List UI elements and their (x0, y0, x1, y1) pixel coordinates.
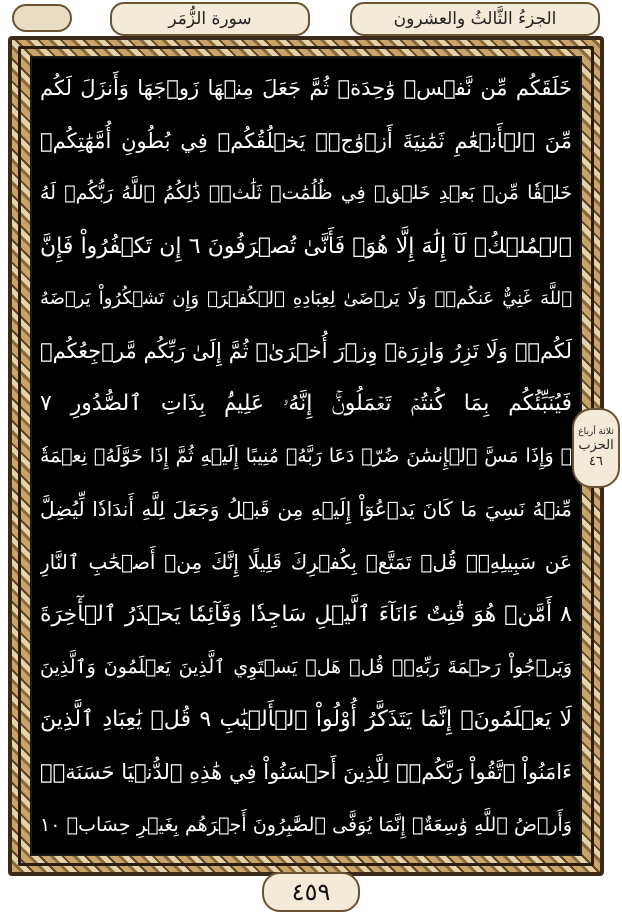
verse-line: خَلَقَكُم مِّن نَّفۡسٖ وَٰحِدَةٖ ثُمَّ جَعَلَ مِنۡهَا زَوۡجَهَا وَأَنزَلَ لَكُم (40, 76, 572, 101)
verse-line: خَلۡقٗا مِّنۢ بَعۡدِ خَلۡقٖ فِي ظُلُمَٰتٖ ثَلَٰثٖۚ ذَٰلِكُمُ ٱللَّهُ رَبُّكُمۡ لَهُ (40, 182, 572, 205)
hizb-label: الحزب (578, 437, 614, 453)
verse-line: ۞ وَإِذَا مَسَّ ٱلۡإِنسَٰنَ ضُرّٞ دَعَا رَبَّهُۥ مُنِيبًا إِلَيۡهِ ثُمَّ إِذَا خَوَّلَهُۥ نِعۡمَةٗ (40, 445, 572, 468)
verse-line: مِّنۡهُ نَسِيَ مَا كَانَ يَدۡعُوٓاْ إِلَيۡهِ مِن قَبۡلُ وَجَعَلَ لِلَّهِ أَندَادٗا لِّيُضِلَّ (40, 497, 572, 522)
verse-line: وَيَرۡجُواْ رَحۡمَةَ رَبِّهِۦۗ قُلۡ هَلۡ يَسۡتَوِي ٱلَّذِينَ يَعۡلَمُونَ وَٱلَّذِينَ (40, 655, 572, 678)
verse-line: مِّنَ ٱلۡأَنۡعَٰمِ ثَمَٰنِيَةَ أَزۡوَٰجٖۚ يَخۡلُقُكُمۡ فِي بُطُونِ أُمَّهَٰتِكُمۡ (40, 128, 572, 153)
verse-line: ٨ أَمَّنۡ هُوَ قَٰنِتٌ ءَانَآءَ ٱلَّيۡلِ سَاجِدٗا وَقَآئِمٗا يَحۡذَرُ ٱلۡأٓخِرَةَ (40, 601, 572, 627)
verse-line: ٱلۡمُلۡكُۖ لَآ إِلَٰهَ إِلَّا هُوَۖ فَأَنَّىٰ تُصۡرَفُونَ ٦ إِن تَكۡفُرُواْ فَإِنَّ (40, 233, 572, 259)
verse-line: عَن سَبِيلِهِۦۚ قُلۡ تَمَتَّعۡ بِكُفۡرِكَ قَلِيلًا إِنَّكَ مِنۡ أَصۡحَٰبِ ٱلنَّارِ (40, 549, 572, 574)
header-ornament (12, 4, 72, 32)
hizb-number: ٤٦ (589, 453, 603, 469)
verse-line: ءَامَنُواْ ٱتَّقُواْ رَبَّكُمۡۚ لِلَّذِينَ أَحۡسَنُواْ فِي هَٰذِهِ ٱلدُّنۡيَا حَسَنَةٞۗ (40, 760, 572, 785)
verse-lines (40, 62, 572, 851)
page-number: ٤٥٩ (262, 872, 360, 912)
surah-title: سورة الزُّمَر (110, 2, 310, 36)
verse-line: فَيُنَبِّئُكُم بِمَا كُنتُمۡ تَعۡمَلُونَۚ إِنَّهُۥ عَلِيمُۢ بِذَاتِ ٱلصُّدُورِ ٧ (40, 391, 572, 417)
hizb-quarter: ثلاثة أرباع (578, 426, 614, 437)
verse-line: وَأَرۡضُ ٱللَّهِ وَٰسِعَةٌۗ إِنَّمَا يُوَفَّى ٱلصَّٰبِرُونَ أَجۡرَهُم بِغَيۡرِ حِسَابٖ ١٠ (40, 813, 572, 836)
verse-line: لَا يَعۡلَمُونَۗ إِنَّمَا يَتَذَكَّرُ أُوْلُواْ ٱلۡأَلۡبَٰبِ ٩ قُلۡ يَٰعِبَادِ ٱلَّذِينَ (40, 706, 572, 732)
verse-line: ٱللَّهَ غَنِيٌّ عَنكُمۡۖ وَلَا يَرۡضَىٰ لِعِبَادِهِ ٱلۡكُفۡرَۖ وَإِن تَشۡكُرُواْ يَرۡضَهُ (40, 288, 572, 310)
verse-line: لَكُمۡۗ وَلَا تَزِرُ وَازِرَةٞ وِزۡرَ أُخۡرَىٰۗ ثُمَّ إِلَىٰ رَبِّكُم مَّرۡجِعُكُمۡ (40, 339, 572, 364)
hizb-marker (572, 408, 620, 488)
juz-title: الجزءُ الثَّالثُ والعشرون (350, 2, 600, 36)
